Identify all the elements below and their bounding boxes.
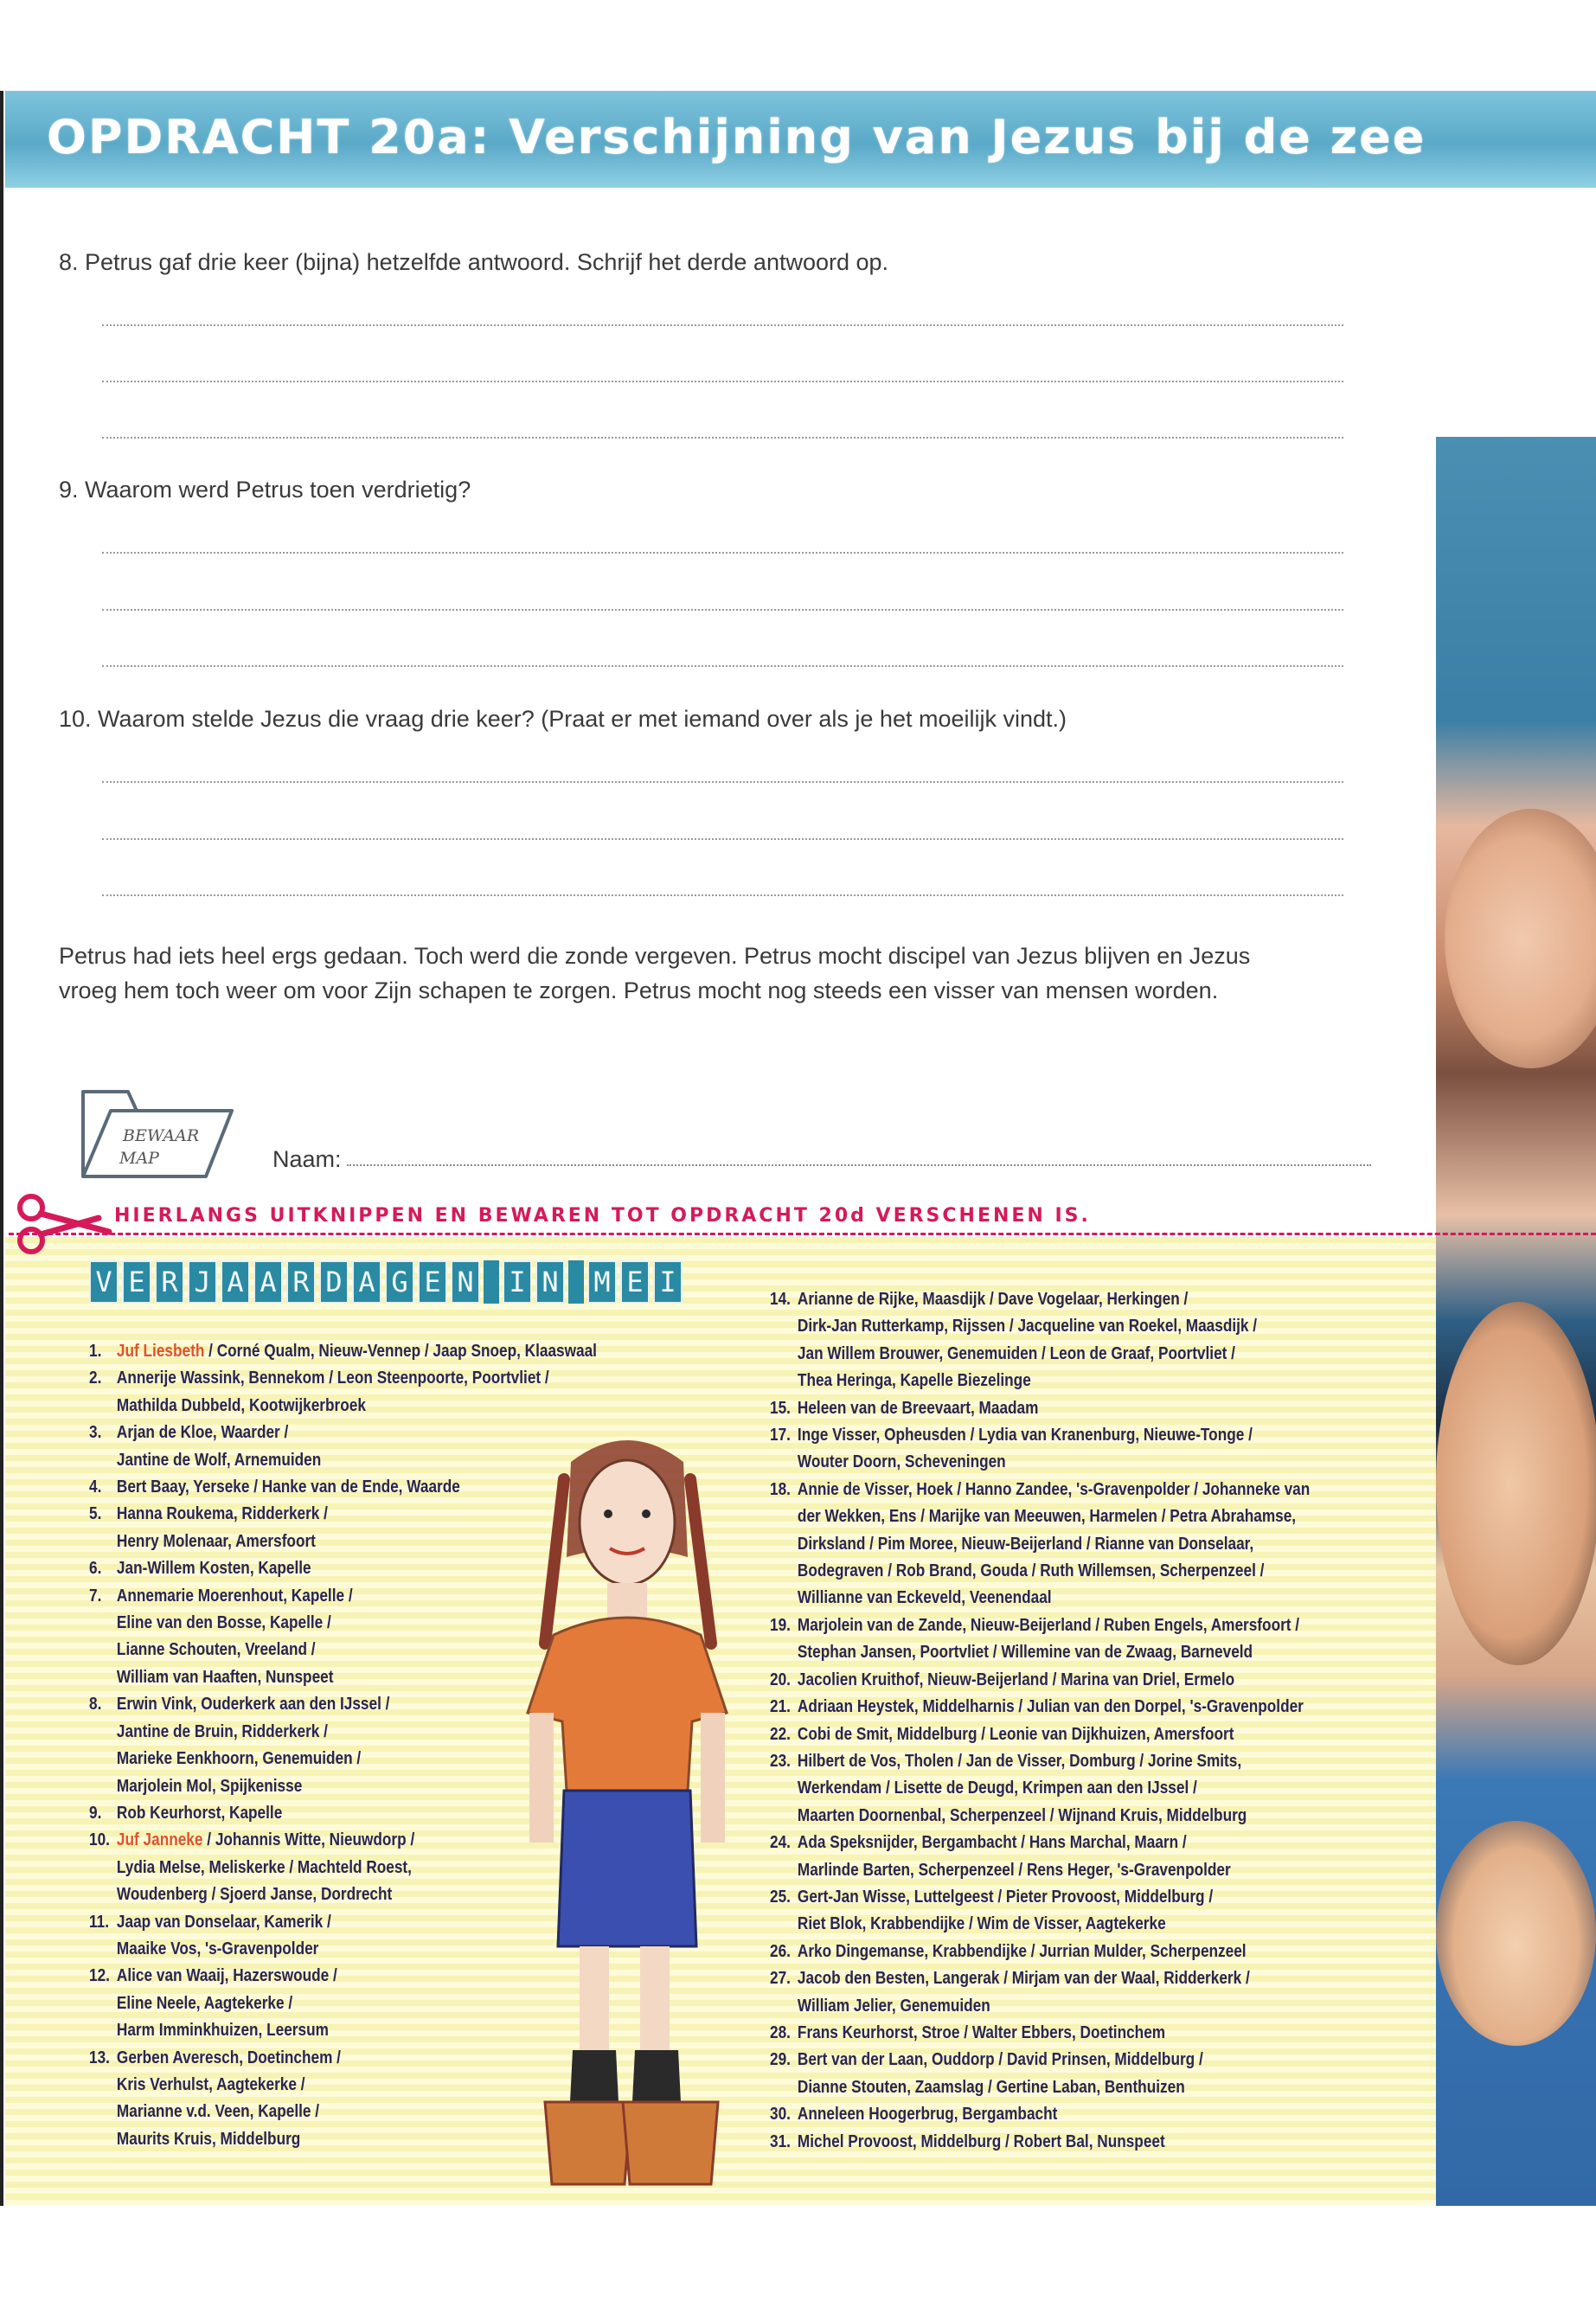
birthday-entry bbox=[770, 1965, 1310, 1991]
birthday-entry bbox=[89, 1772, 597, 1799]
birthday-names: Dirksland / Pim Moree, Nieuw-Beijerland / Rianne van Donselaar, bbox=[797, 1533, 1254, 1554]
birthday-day: 1. bbox=[89, 1341, 102, 1361]
calendar-title-word-1 bbox=[89, 1260, 480, 1304]
birthday-entry bbox=[89, 1881, 597, 1907]
birthday-day bbox=[770, 1584, 798, 1611]
birthday-entry bbox=[770, 1910, 1310, 1937]
calendar-letter: N bbox=[535, 1260, 565, 1304]
birthday-day: 22. bbox=[770, 1723, 791, 1744]
birthday-text: / Johannis Witte, Nieuwdorp / bbox=[202, 1830, 415, 1850]
birthday-day bbox=[89, 1772, 117, 1799]
birthday-names: Arianne de Rijke, Maasdijk / Dave Vogelaar, Herkingen / bbox=[797, 1289, 1189, 1309]
birthday-entry bbox=[770, 1476, 1310, 1503]
birthday-day bbox=[770, 1557, 798, 1584]
birthday-names: Maaike Vos, 's-Gravenpolder bbox=[116, 1938, 319, 1958]
calendar-letter: E bbox=[122, 1260, 151, 1304]
birthday-names: Eline Neele, Aagtekerke / bbox=[116, 1992, 293, 2013]
birthday-day bbox=[89, 1663, 117, 1690]
birthday-entry bbox=[89, 2125, 597, 2152]
birthday-names: Marjolein van de Zande, Nieuw-Beijerland / Ruben Engels, Amersfoort / bbox=[797, 1614, 1300, 1635]
birthday-day bbox=[89, 1745, 117, 1772]
page-edge bbox=[0, 91, 3, 2206]
birthday-entry bbox=[89, 1990, 597, 2016]
birthday-day: 31. bbox=[770, 2131, 791, 2151]
birthday-day bbox=[89, 1854, 117, 1881]
birthday-day bbox=[89, 1446, 117, 1473]
birthday-entry bbox=[770, 1856, 1310, 1883]
birthday-entry bbox=[89, 1690, 597, 1717]
name-field[interactable] bbox=[272, 1146, 1371, 1173]
birthday-names: Eline van den Bosse, Kapelle / bbox=[116, 1612, 331, 1633]
calendar-spacer bbox=[568, 1260, 584, 1304]
birthday-names: Frans Keurhorst, Stroe / Walter Ebbers, Doetinchem bbox=[797, 2022, 1166, 2042]
birthday-entry bbox=[89, 2044, 597, 2071]
birthday-day bbox=[89, 2098, 117, 2125]
birthday-entry bbox=[89, 1636, 597, 1663]
birthday-day bbox=[89, 1881, 117, 1907]
children-photo bbox=[1436, 437, 1596, 2206]
birthday-names: Anneleen Hoogerbrug, Bergambacht bbox=[797, 2104, 1058, 2125]
birthday-names: Cobi de Smit, Middelburg / Leonie van Dijkhuizen, Amersfoort bbox=[797, 1723, 1234, 1744]
birthday-day bbox=[770, 1530, 798, 1557]
page-title: OPDRACHT 20a: Verschijning van Jezus bij de zee bbox=[47, 110, 1426, 164]
calendar-letter: M bbox=[587, 1260, 617, 1304]
header-banner bbox=[5, 91, 1596, 188]
birthday-day: 15. bbox=[770, 1397, 791, 1418]
birthday-entry bbox=[770, 1530, 1310, 1557]
birthday-day: 7. bbox=[89, 1585, 102, 1606]
calendar-letter: E bbox=[620, 1260, 650, 1304]
birthday-names: Maurits Kruis, Middelburg bbox=[116, 2128, 301, 2149]
birthday-names: Annie de Visser, Hoek / Hanno Zandee, 's-Gravenpolder / Johanneke van bbox=[797, 1478, 1311, 1499]
birthday-entry bbox=[89, 1364, 597, 1391]
teacher-name: Juf Liesbeth bbox=[116, 1341, 205, 1361]
birthday-day: 12. bbox=[89, 1965, 110, 1986]
birthday-entry bbox=[770, 1285, 1310, 1312]
birthday-names: Maarten Doornenbal, Scherpenzeel / Wijnand Kruis, Middelburg bbox=[797, 1804, 1247, 1825]
birthday-entry bbox=[770, 1802, 1310, 1829]
birthday-names: Hanna Roukema, Ridderkerk / bbox=[116, 1503, 328, 1524]
birthday-names: Werkendam / Lisette de Deugd, Krimpen aan den IJssel / bbox=[797, 1778, 1197, 1798]
birthday-entry bbox=[89, 1419, 597, 1445]
birthday-day bbox=[770, 1312, 798, 1339]
calendar-letter: I bbox=[503, 1260, 532, 1304]
birthday-entry bbox=[770, 1394, 1310, 1421]
birthday-names: Jantine de Bruin, Ridderkerk / bbox=[116, 1721, 328, 1741]
birthday-names: Inge Visser, Opheusden / Lydia van Kranenburg, Nieuwe-Tonge / bbox=[797, 1425, 1253, 1445]
birthday-day: 29. bbox=[770, 2049, 791, 2070]
birthday-entry bbox=[89, 1663, 597, 1690]
birthday-day: 18. bbox=[770, 1478, 791, 1499]
folder-label-2: MAP bbox=[119, 1149, 159, 1168]
birthday-day bbox=[770, 1910, 798, 1937]
calendar-letter: D bbox=[319, 1260, 349, 1304]
birthday-entry bbox=[89, 1500, 597, 1527]
birthday-names: Arjan de Kloe, Waarder / bbox=[116, 1422, 289, 1443]
birthday-entry bbox=[89, 1582, 597, 1609]
birthday-names: Ada Speksnijder, Bergambacht / Hans Marchal, Maarn / bbox=[797, 1832, 1187, 1853]
calendar-letter: A bbox=[221, 1260, 250, 1304]
calendar-letter: R bbox=[155, 1260, 184, 1304]
birthday-names bbox=[117, 1337, 597, 1364]
birthday-entry bbox=[770, 1367, 1310, 1394]
name-line[interactable] bbox=[347, 1146, 1371, 1166]
birthday-names: Mathilda Dubbeld, Kootwijkerbroek bbox=[116, 1394, 366, 1415]
birthday-names: Annerije Wassink, Bennekom / Leon Steenpoorte, Poortvliet / bbox=[116, 1368, 549, 1388]
birthday-names: Heleen van de Breevaart, Maadam bbox=[797, 1397, 1039, 1418]
birthday-names: Marieke Eenkhoorn, Genemuiden / bbox=[116, 1748, 362, 1769]
birthday-entry bbox=[89, 2016, 597, 2043]
birthday-text: / Corné Qualm, Nieuw-Vennep / Jaap Snoep, Klaaswaal bbox=[204, 1341, 597, 1361]
birthday-entry bbox=[770, 1693, 1310, 1720]
birthday-day: 20. bbox=[770, 1669, 791, 1689]
birthday-day: 23. bbox=[770, 1750, 791, 1771]
calendar-letter: G bbox=[385, 1260, 414, 1304]
birthday-day bbox=[770, 1774, 798, 1801]
birthday-entry bbox=[89, 1446, 597, 1473]
birthday-day: 28. bbox=[770, 2022, 791, 2042]
birthday-entry bbox=[770, 1421, 1310, 1448]
birthday-entry bbox=[770, 1503, 1310, 1529]
birthday-names: Jacolien Kruithof, Nieuw-Beijerland / Marina van Driel, Ermelo bbox=[797, 1669, 1235, 1689]
question-8: 8. Petrus gaf drie keer (bijna) hetzelfde antwoord. Schrijf het derde antwoord op. bbox=[59, 249, 889, 275]
birthday-day: 8. bbox=[89, 1694, 102, 1715]
birthday-entry bbox=[770, 1829, 1310, 1856]
birthday-entry bbox=[770, 1448, 1310, 1475]
birthday-list-left bbox=[89, 1337, 597, 2152]
birthday-names: Stephan Jansen, Poortvliet / Willemine van de Zwaag, Barneveld bbox=[797, 1642, 1253, 1663]
birthday-entry bbox=[89, 1799, 597, 1826]
calendar-title-word-3 bbox=[587, 1260, 683, 1304]
birthday-names: Woudenberg / Sjoerd Janse, Dordrecht bbox=[116, 1884, 393, 1905]
answer-line[interactable] bbox=[102, 324, 1343, 326]
birthday-day: 2. bbox=[89, 1368, 102, 1388]
birthday-names bbox=[117, 1826, 414, 1853]
birthday-names: Gerben Averesch, Doetinchem / bbox=[116, 2047, 341, 2067]
birthday-day: 6. bbox=[89, 1558, 102, 1579]
birthday-entry bbox=[770, 1883, 1310, 1910]
birthday-names: Michel Provoost, Middelburg / Robert Bal, Nunspeet bbox=[797, 2131, 1165, 2151]
child-face-3 bbox=[1436, 1821, 1596, 2046]
birthday-day bbox=[89, 1609, 117, 1636]
birthday-entry bbox=[770, 1557, 1310, 1584]
birthday-entry bbox=[89, 1908, 597, 1935]
scissors-icon bbox=[12, 1192, 114, 1257]
birthday-day: 30. bbox=[770, 2104, 791, 2125]
calendar-letter: N bbox=[451, 1260, 480, 1304]
birthday-names: Dirk-Jan Rutterkamp, Rijssen / Jacqueline van Roekel, Maasdijk / bbox=[797, 1316, 1258, 1336]
birthday-day: 27. bbox=[770, 1968, 791, 1989]
birthday-entry bbox=[770, 2073, 1310, 2100]
folder-icon bbox=[76, 1080, 236, 1183]
name-label: Naam: bbox=[272, 1146, 342, 1172]
birthday-entry bbox=[89, 2071, 597, 2098]
calendar-letter: A bbox=[253, 1260, 283, 1304]
birthday-day: 5. bbox=[89, 1503, 102, 1524]
answer-line[interactable] bbox=[102, 665, 1343, 667]
birthday-day bbox=[770, 1992, 798, 2019]
birthday-entry bbox=[770, 1666, 1310, 1693]
birthday-day bbox=[89, 1528, 117, 1554]
birthday-entry bbox=[89, 1935, 597, 1962]
birthday-entry bbox=[770, 1612, 1310, 1638]
birthday-day bbox=[89, 1636, 117, 1663]
birthday-names: Jan Willem Brouwer, Genemuiden / Leon de Graaf, Poortvliet / bbox=[797, 1343, 1235, 1363]
birthday-entry bbox=[89, 2098, 597, 2125]
birthday-day: 10. bbox=[89, 1830, 110, 1850]
birthday-names: Hilbert de Vos, Tholen / Jan de Visser, Domburg / Jorine Smits, bbox=[797, 1750, 1242, 1771]
birthday-names: Dianne Stouten, Zaamslag / Gertine Laban, Benthuizen bbox=[797, 2076, 1185, 2097]
birthday-day bbox=[89, 1935, 117, 1962]
birthday-names: Adriaan Heystek, Middelharnis / Julian van den Dorpel, 's-Gravenpolder bbox=[797, 1696, 1304, 1717]
calendar-letter: A bbox=[352, 1260, 381, 1304]
calendar-letter: J bbox=[188, 1260, 217, 1304]
answer-line[interactable] bbox=[102, 838, 1343, 840]
answer-line[interactable] bbox=[102, 381, 1343, 382]
birthday-entry bbox=[89, 1528, 597, 1554]
birthday-names: Jaap van Donselaar, Kamerik / bbox=[116, 1911, 331, 1932]
birthday-entry bbox=[770, 1774, 1310, 1801]
birthday-day bbox=[89, 2016, 117, 2043]
answer-line[interactable] bbox=[102, 894, 1343, 896]
birthday-names: Gert-Jan Wisse, Luttelgeest / Pieter Provoost, Middelburg / bbox=[797, 1886, 1214, 1907]
birthday-names: Henry Molenaar, Amersfoort bbox=[116, 1530, 316, 1551]
birthday-names: Erwin Vink, Ouderkerk aan den IJssel / bbox=[116, 1694, 390, 1715]
birthday-entry bbox=[770, 1721, 1310, 1747]
birthday-names: Rob Keurhorst, Kapelle bbox=[116, 1802, 283, 1823]
birthday-entry bbox=[770, 1584, 1310, 1611]
answer-line[interactable] bbox=[102, 437, 1343, 439]
birthday-day bbox=[770, 1340, 798, 1367]
closing-line-1: Petrus had iets heel ergs gedaan. Toch werd die zonde vergeven. Petrus mocht discipel van Jezus blijven en Jezus bbox=[59, 943, 1251, 969]
calendar-spacer bbox=[484, 1260, 499, 1304]
birthday-day bbox=[770, 1367, 798, 1394]
calendar-title bbox=[89, 1260, 683, 1304]
birthday-day bbox=[89, 1392, 117, 1419]
birthday-day: 24. bbox=[770, 1832, 791, 1853]
birthday-names: Lianne Schouten, Vreeland / bbox=[116, 1639, 316, 1660]
birthday-names: Marlinde Barten, Scherpenzeel / Rens Heger, 's-Gravenpolder bbox=[797, 1859, 1231, 1880]
birthday-entry bbox=[770, 1340, 1310, 1367]
child-face-1 bbox=[1445, 809, 1596, 1068]
answer-line[interactable] bbox=[102, 609, 1343, 611]
birthday-names: Marjolein Mol, Spijkenisse bbox=[116, 1775, 303, 1796]
birthday-entry bbox=[770, 1747, 1310, 1774]
birthday-names: Marianne v.d. Veen, Kapelle / bbox=[116, 2101, 320, 2122]
answer-line[interactable] bbox=[102, 781, 1343, 783]
birthday-day bbox=[770, 1448, 798, 1475]
birthday-day bbox=[770, 1638, 798, 1665]
birthday-names: Kris Verhulst, Aagtekerke / bbox=[116, 2073, 305, 2094]
birthday-names: Bodegraven / Rob Brand, Gouda / Ruth Willemsen, Scherpenzeel / bbox=[797, 1561, 1265, 1581]
birthday-entry bbox=[89, 1609, 597, 1636]
birthday-names: Jan-Willem Kosten, Kapelle bbox=[116, 1558, 311, 1579]
birthday-day: 13. bbox=[89, 2047, 110, 2067]
birthday-entry bbox=[770, 1992, 1310, 2019]
birthday-entry bbox=[770, 1638, 1310, 1665]
birthday-day: 21. bbox=[770, 1696, 791, 1717]
birthday-names: William van Haaften, Nunspeet bbox=[116, 1666, 334, 1687]
birthday-day: 26. bbox=[770, 1940, 791, 1961]
birthday-entry bbox=[770, 2019, 1310, 2046]
birthday-entry bbox=[89, 1392, 597, 1419]
birthday-day bbox=[89, 1718, 117, 1745]
birthday-names: Bert Baay, Yerseke / Hanke van de Ende, Waarde bbox=[116, 1477, 460, 1497]
birthday-day bbox=[89, 1990, 117, 2016]
birthday-names: Wouter Doorn, Scheveningen bbox=[797, 1452, 1006, 1472]
birthday-day: 25. bbox=[770, 1886, 791, 1907]
birthday-names: Lydia Melse, Meliskerke / Machteld Roest, bbox=[116, 1856, 412, 1877]
birthday-names: Annemarie Moerenhout, Kapelle / bbox=[116, 1585, 353, 1606]
birthday-day bbox=[770, 1503, 798, 1529]
birthday-day bbox=[770, 1802, 798, 1829]
question-10: 10. Waarom stelde Jezus die vraag drie keer? (Praat er met iemand over als je het moeilijk vindt.) bbox=[59, 706, 1067, 732]
answer-line[interactable] bbox=[102, 552, 1343, 554]
birthday-entry bbox=[89, 1718, 597, 1745]
cut-line bbox=[9, 1233, 1596, 1235]
question-9: 9. Waarom werd Petrus toen verdrietig? bbox=[59, 477, 471, 503]
birthday-entry bbox=[89, 1554, 597, 1581]
birthday-day: 4. bbox=[89, 1477, 102, 1497]
birthday-day: 11. bbox=[89, 1911, 109, 1932]
birthday-entry bbox=[770, 2128, 1310, 2155]
birthday-list-right bbox=[770, 1285, 1310, 2155]
birthday-entry bbox=[770, 2100, 1310, 2127]
teacher-name: Juf Janneke bbox=[116, 1830, 203, 1850]
calendar-title-word-2 bbox=[503, 1260, 565, 1304]
birthday-names: Jantine de Wolf, Arnemuiden bbox=[116, 1449, 322, 1470]
birthday-names: Alice van Waaij, Hazerswoude / bbox=[116, 1965, 337, 1986]
birthday-entry bbox=[770, 1938, 1310, 1965]
birthday-names: Willianne van Eckeveld, Veenendaal bbox=[797, 1587, 1052, 1608]
birthday-entry bbox=[89, 1473, 597, 1500]
birthday-names: Thea Heringa, Kapelle Biezelinge bbox=[797, 1370, 1031, 1391]
birthday-day: 17. bbox=[770, 1425, 791, 1445]
birthday-day bbox=[770, 2073, 798, 2100]
birthday-names: Bert van der Laan, Ouddorp / David Prinsen, Middelburg / bbox=[797, 2049, 1203, 2070]
birthday-day: 19. bbox=[770, 1614, 791, 1635]
birthday-entry bbox=[89, 1854, 597, 1881]
birthday-names: Riet Blok, Krabbendijke / Wim de Visser, Aagtekerke bbox=[797, 1913, 1166, 1934]
birthday-entry bbox=[770, 1312, 1310, 1339]
closing-paragraph bbox=[59, 939, 1374, 1008]
birthday-day bbox=[770, 1856, 798, 1883]
birthday-day: 14. bbox=[770, 1289, 791, 1309]
birthday-day: 3. bbox=[89, 1422, 102, 1443]
birthday-entry bbox=[89, 1337, 597, 1364]
calendar-letter: R bbox=[286, 1260, 316, 1304]
birthday-names: Arko Dingemanse, Krabbendijke / Jurrian Mulder, Scherpenzeel bbox=[797, 1940, 1247, 1961]
birthday-names: Jacob den Besten, Langerak / Mirjam van der Waal, Ridderkerk / bbox=[797, 1968, 1250, 1989]
calendar-letter: V bbox=[89, 1260, 119, 1304]
birthday-names: Harm Imminkhuizen, Leersum bbox=[116, 2020, 329, 2041]
calendar-letter: I bbox=[653, 1260, 683, 1304]
birthday-entry bbox=[770, 2046, 1310, 2073]
birthday-names: der Wekken, Ens / Marijke van Meeuwen, Harmelen / Petra Abrahamse, bbox=[797, 1506, 1297, 1527]
birthday-day bbox=[89, 2071, 117, 2098]
birthday-entry bbox=[89, 1745, 597, 1772]
child-face-2 bbox=[1436, 1302, 1596, 1665]
birthday-day: 9. bbox=[89, 1802, 102, 1823]
calendar-letter: E bbox=[418, 1260, 447, 1304]
birthday-day bbox=[89, 2125, 117, 2152]
folder-label-1: BEWAAR bbox=[123, 1126, 200, 1145]
closing-line-2: vroeg hem toch weer om voor Zijn schapen te zorgen. Petrus mocht nog steeds een visser van mensen worden. bbox=[59, 977, 1219, 1003]
birthday-names: William Jelier, Genemuiden bbox=[797, 1995, 990, 2016]
cut-instruction: HIERLANGS UITKNIPPEN EN BEWAREN TOT OPDRACHT 20d VERSCHENEN IS. bbox=[114, 1205, 1091, 1227]
birthday-entry bbox=[89, 1962, 597, 1989]
birthday-entry bbox=[89, 1826, 597, 1853]
